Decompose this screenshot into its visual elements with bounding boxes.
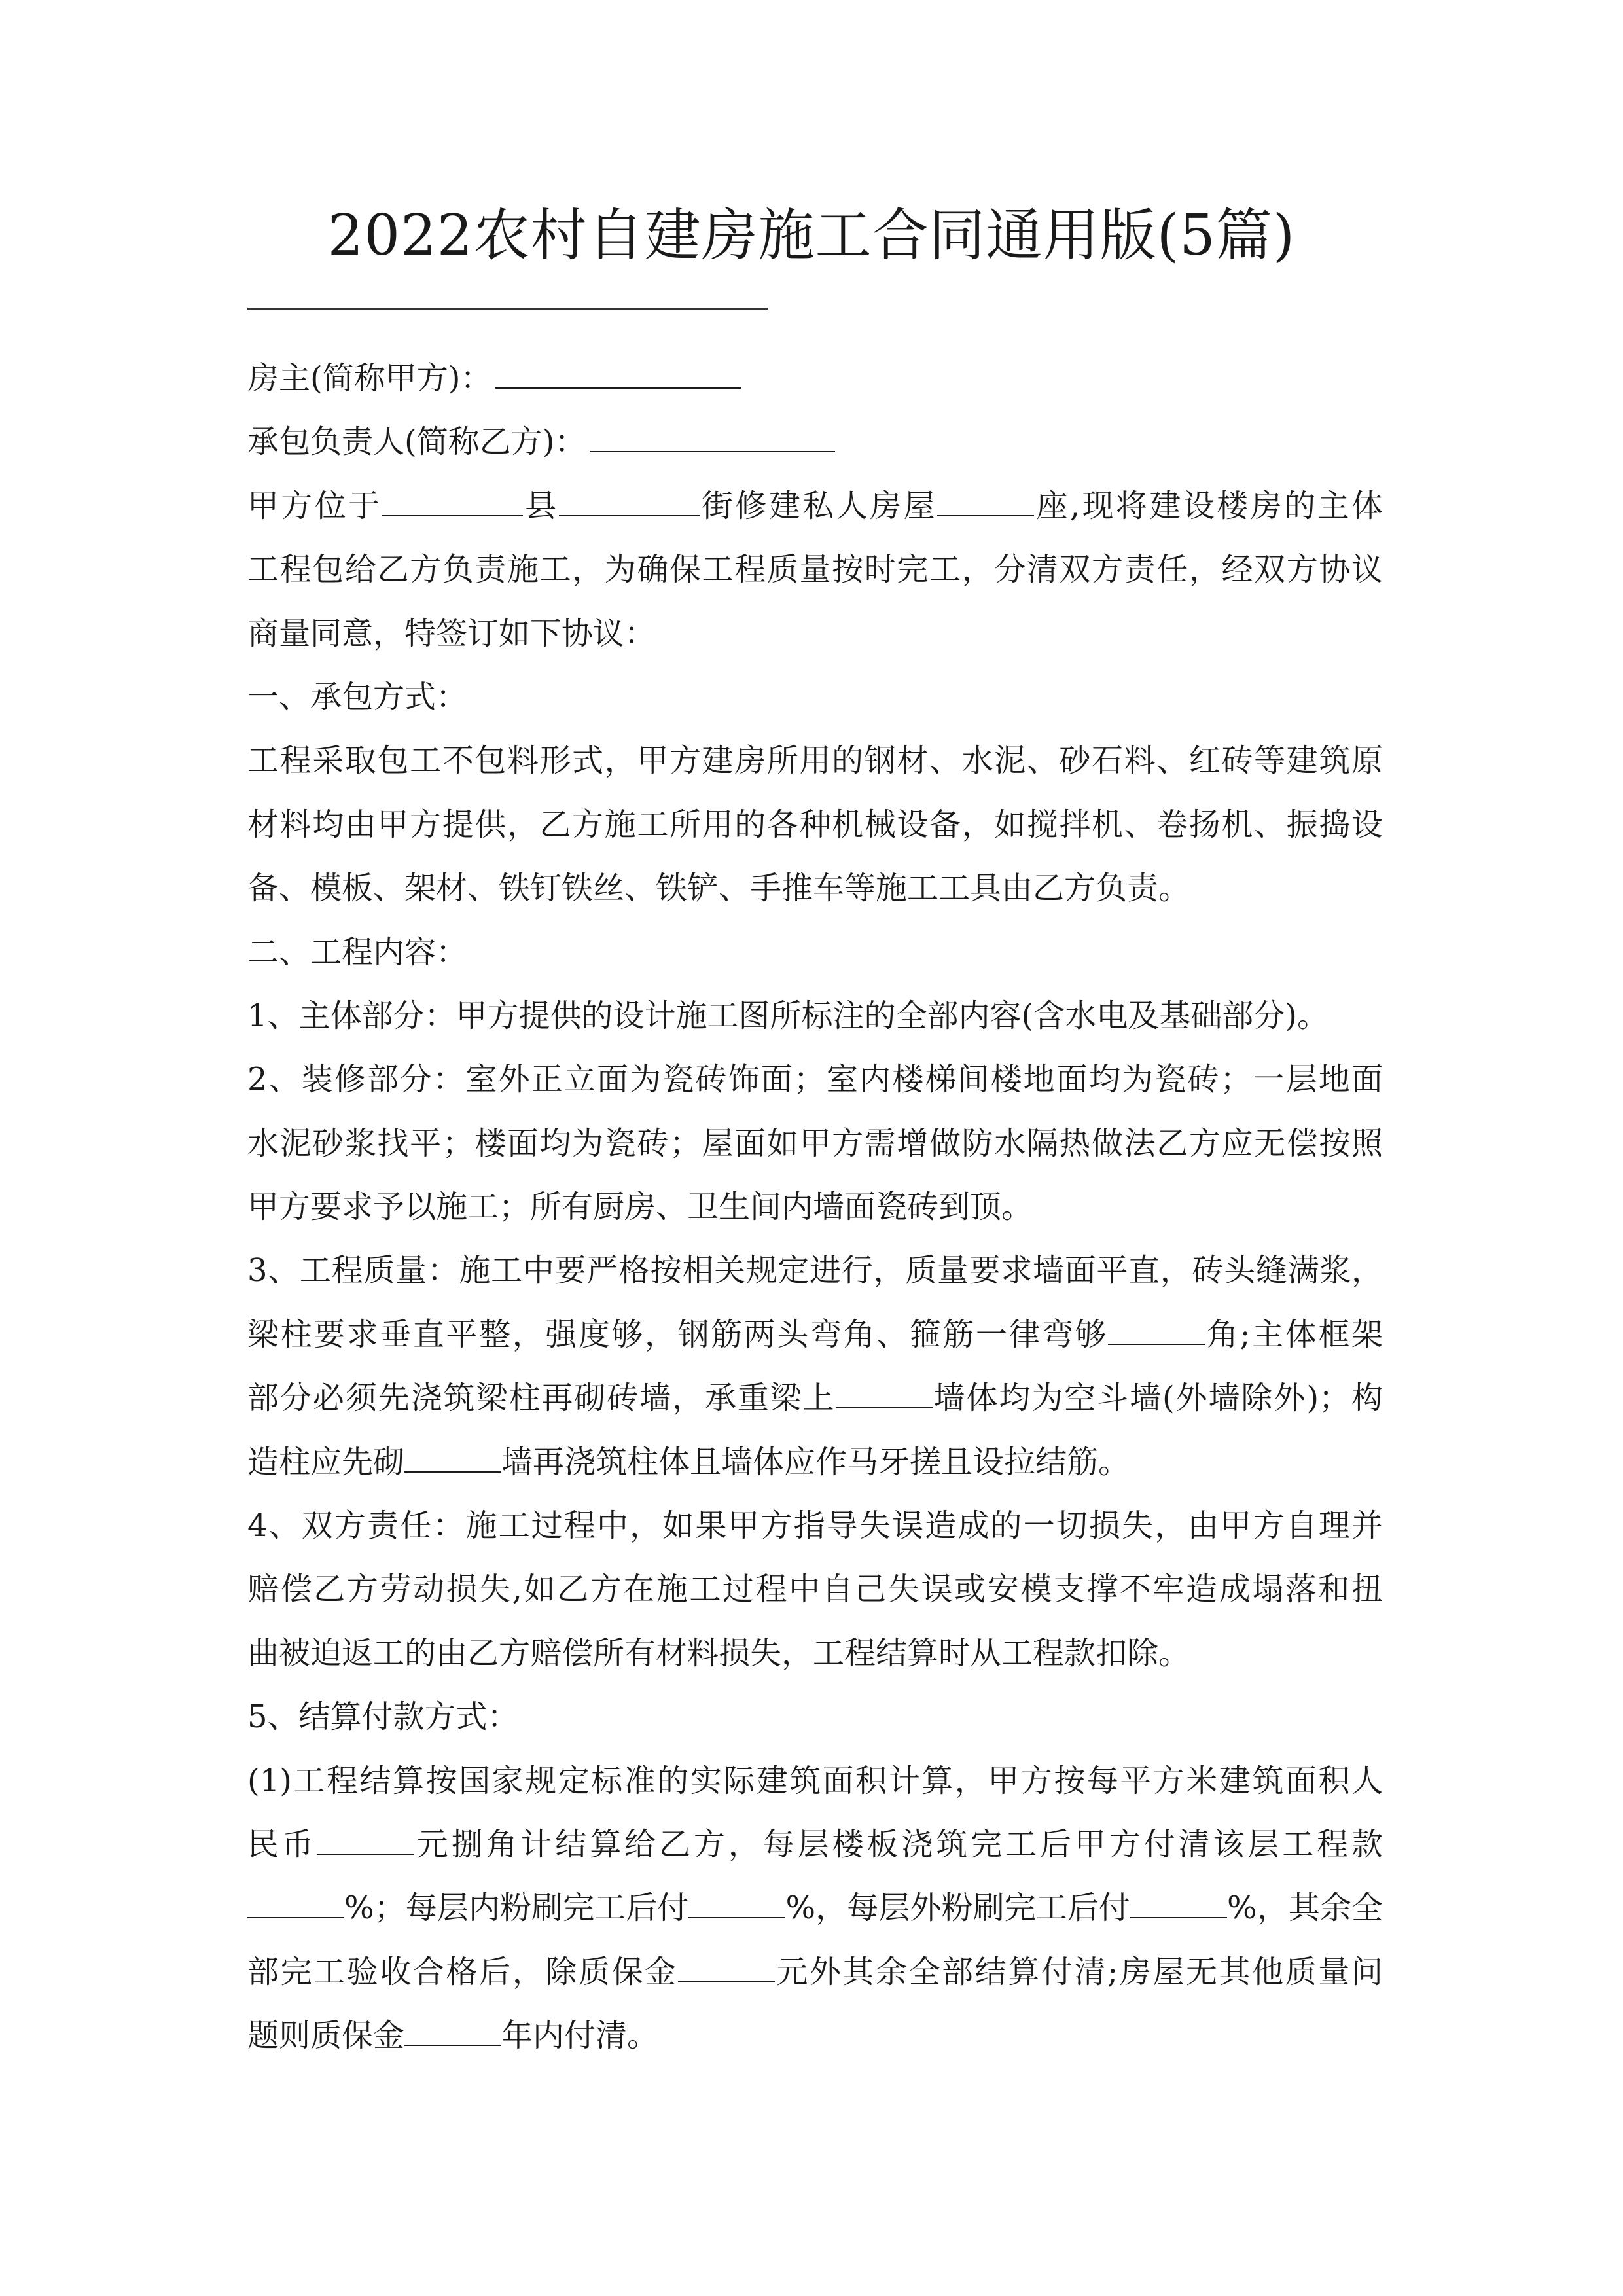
text-line <box>247 410 1383 474</box>
fill-in-blank <box>247 1893 344 1918</box>
page-title: 2022农村自建房施工合同通用版(5篇) <box>327 203 1296 268</box>
text-segment: 甲方要求予以施工；所有厨房、卫生间内墙面瓷砖到顶。 <box>247 1189 1033 1226</box>
text-segment: 商量同意，特签订如下协议： <box>247 615 656 652</box>
text-line <box>247 2004 1383 2068</box>
text-segment: 年内付清。 <box>501 2017 659 2054</box>
title-underline <box>247 308 768 310</box>
text-segment: 工程包给乙方负责施工，为确保工程质量按时完工，分清双方责任，经双方协议 <box>247 551 1383 588</box>
text-line <box>247 1876 1383 1940</box>
fill-in-blank <box>937 492 1034 516</box>
text-segment: 民币 <box>247 1825 317 1863</box>
text-segment: 赔偿乙方劳动损失,如乙方在施工过程中自己失误或安模支撑不牢造成塌落和扭 <box>247 1571 1383 1608</box>
text-line <box>247 1749 1383 1813</box>
text-segment: 4、双方责任：施工过程中，如果甲方指导失误造成的一切损失，由甲方自理并 <box>247 1507 1383 1545</box>
fill-in-blank <box>317 1830 414 1855</box>
text-segment: 5、结算付款方式： <box>247 1698 519 1736</box>
text-segment: 街修建私人房屋 <box>699 487 937 524</box>
text-segment: 房主(简称甲方)： <box>247 360 492 397</box>
fill-in-blank <box>590 427 835 452</box>
text-segment: %，其余全 <box>1227 1890 1383 1927</box>
text-segment: 工程采取包工不包料形式，甲方建房所用的钢材、水泥、砂石料、红砖等建筑原 <box>247 742 1383 780</box>
text-line <box>247 1558 1383 1621</box>
fill-in-blank <box>678 1958 775 1982</box>
fill-in-blank <box>1108 1320 1205 1345</box>
text-segment: 承包负责人(简称乙方)： <box>247 423 586 461</box>
text-line <box>247 1175 1383 1239</box>
text-line <box>247 538 1383 601</box>
text-line <box>247 602 1383 666</box>
text-line <box>247 1622 1383 1685</box>
text-segment: 2、装修部分：室外正立面为瓷砖饰面；室内楼梯间楼地面均为瓷砖；一层地面 <box>247 1061 1383 1098</box>
text-line <box>247 1685 1383 1749</box>
text-line <box>247 1941 1383 2004</box>
fill-in-blank <box>836 1384 933 1408</box>
fill-in-blank <box>404 1448 501 1473</box>
text-line <box>247 1303 1383 1367</box>
text-line <box>247 1112 1383 1175</box>
text-segment: 水泥砂浆找平；楼面均为瓷砖；屋面如甲方需增做防水隔热做法乙方应无偿按照 <box>247 1124 1383 1162</box>
text-line <box>247 1494 1383 1558</box>
text-segment: 题则质保金 <box>247 2017 405 2054</box>
text-segment: 曲被迫返工的由乙方赔偿所有材料损失，工程结算时从工程款扣除。 <box>247 1634 1190 1672</box>
text-segment: %；每层内粉刷完工后付 <box>344 1890 689 1927</box>
text-segment: 备、模板、架材、铁钉铁丝、铁铲、手推车等施工工具由乙方负责。 <box>247 870 1190 907</box>
text-line <box>247 793 1383 857</box>
text-line <box>247 984 1383 1048</box>
text-segment: 座,现将建设楼房的主体 <box>1034 487 1383 524</box>
fill-in-blank <box>404 2021 501 2046</box>
text-segment: 1、主体部分：甲方提供的设计施工图所标注的全部内容(含水电及基础部分)。 <box>247 997 1329 1034</box>
text-segment: 甲方位于 <box>247 487 382 524</box>
text-line <box>247 666 1383 729</box>
document-body <box>247 347 1383 2068</box>
fill-in-blank <box>382 492 523 516</box>
text-segment: (1)工程结算按国家规定标准的实际建筑面积计算，甲方按每平方米建筑面积人 <box>247 1762 1383 1799</box>
text-segment: 部分必须先浇筑梁柱再砌砖墙，承重梁上 <box>247 1380 836 1417</box>
text-segment: 梁柱要求垂直平整，强度够，钢筋两头弯角、箍筋一律弯够 <box>247 1316 1109 1353</box>
text-segment: 墙体均为空斗墙(外墙除外)；构 <box>932 1380 1383 1417</box>
text-line <box>247 1048 1383 1111</box>
fill-in-blank <box>559 492 700 516</box>
text-line <box>247 347 1383 410</box>
text-segment: 元外其余全部结算付清;房屋无其他质量问 <box>774 1953 1383 1990</box>
text-line <box>247 475 1383 538</box>
text-line <box>247 1367 1383 1430</box>
text-line <box>247 729 1383 793</box>
text-line <box>247 1813 1383 1876</box>
text-line <box>247 857 1383 920</box>
text-segment: 材料均由甲方提供，乙方施工所用的各种机械设备，如搅拌机、卷扬机、振捣设 <box>247 806 1383 843</box>
text-line <box>247 1431 1383 1494</box>
fill-in-blank <box>495 364 741 389</box>
text-segment: 元捌角计结算给乙方，每层楼板浇筑完工后甲方付清该层工程款 <box>413 1825 1383 1863</box>
text-line <box>247 1239 1383 1302</box>
text-line <box>247 921 1383 984</box>
text-segment: 造柱应先砌 <box>247 1443 405 1480</box>
text-segment: %，每层外粉刷完工后付 <box>785 1890 1131 1927</box>
fill-in-blank <box>1130 1893 1227 1918</box>
text-segment: 县 <box>522 487 559 524</box>
fill-in-blank <box>688 1893 785 1918</box>
text-segment: 一、承包方式： <box>247 678 468 715</box>
text-segment: 角;主体框架 <box>1205 1316 1383 1353</box>
text-segment: 3、工程质量：施工中要严格按相关规定进行，质量要求墙面平直，砖头缝满浆， <box>247 1252 1383 1289</box>
text-segment: 部完工验收合格后，除质保金 <box>247 1953 678 1990</box>
text-segment: 墙再浇筑柱体且墙体应作马牙搓且设拉结筋。 <box>501 1443 1130 1480</box>
text-segment: 二、工程内容： <box>247 933 468 971</box>
